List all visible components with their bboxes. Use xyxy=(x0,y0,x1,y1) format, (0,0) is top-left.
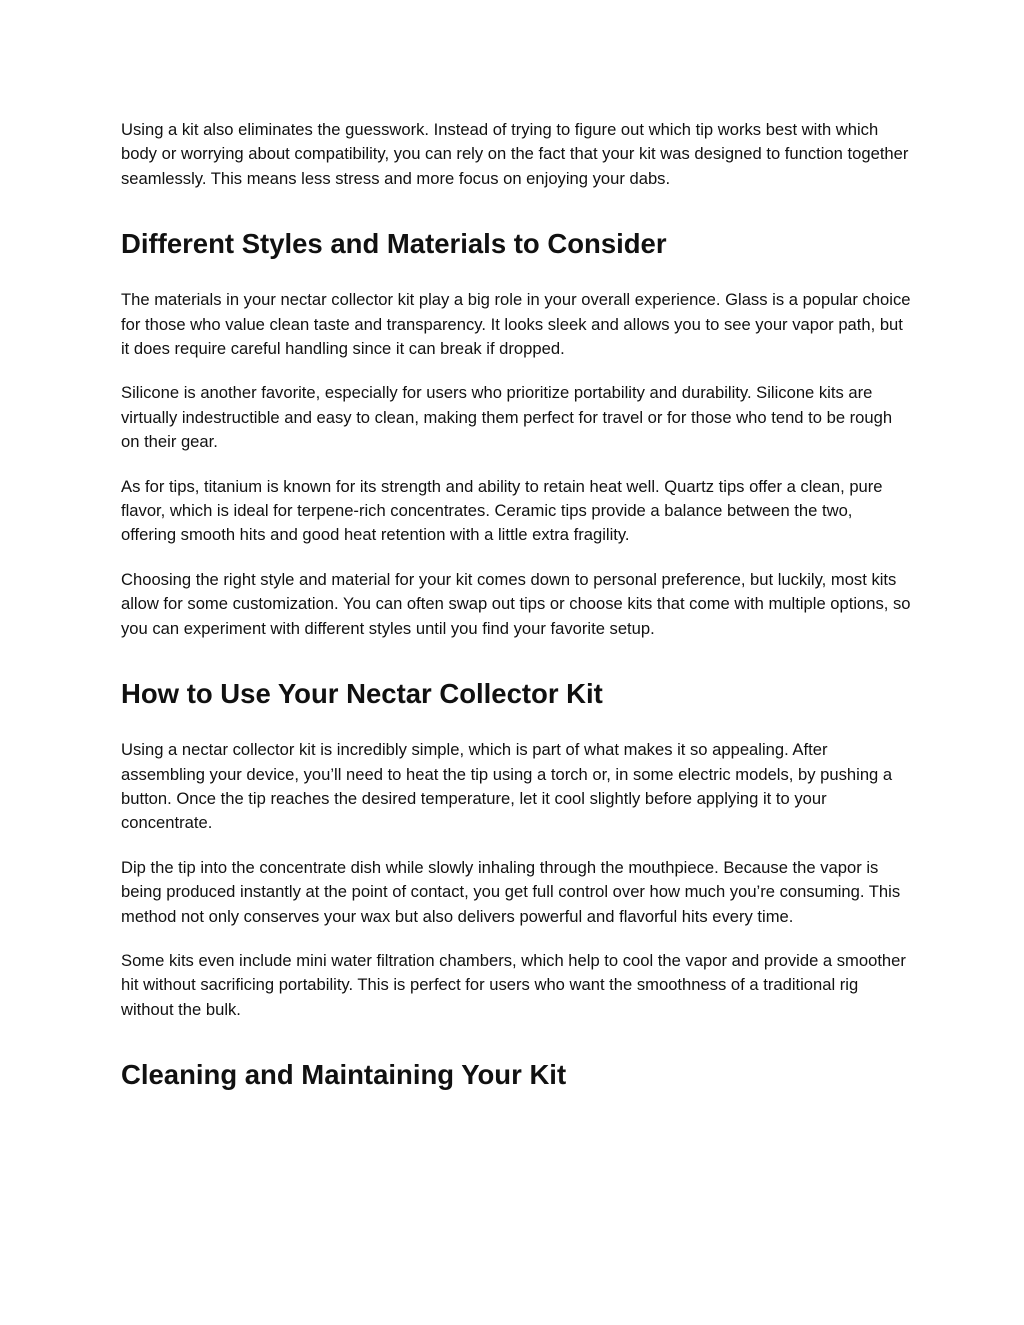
paragraph-choosing: Choosing the right style and material for your kit comes down to personal preference, but luckily, most kits allow for some customization. You can often swap out tips or choose kits that come with multiple options, so you can experiment with different styles until you find your favorite setup. xyxy=(121,569,911,638)
paragraph-tips: As for tips, titanium is known for its strength and ability to retain heat well. Quartz tips offer a clean, pure flavor, which is ideal for terpene-rich concentrates. Ceramic tips provide a balance between the two, offering smooth hits and good heat retention with a little extra fragility. xyxy=(121,476,883,545)
intro-paragraph: Using a kit also eliminates the guesswork. Instead of trying to figure out which tip works best with which body or worrying about compatibility, you can rely on the fact that your kit was designed to function together seamlessly. This means less stress and more focus on enjoying your dabs. xyxy=(121,120,909,188)
section-heading-how-to-use: How to Use Your Nectar Collector Kit xyxy=(121,678,603,710)
paragraph-dipping: Dip the tip into the concentrate dish while slowly inhaling through the mouthpiece. Because the vapor is being produced instantly at the point of contact, you get full control over how much you’re consuming. This method not only conserves your wax but also delivers powerful and flavorful hits every time. xyxy=(121,857,901,926)
section-heading-styles-materials: Different Styles and Materials to Consider xyxy=(121,228,667,260)
paragraph-heating: Using a nectar collector kit is incredibly simple, which is part of what makes it so appealing. After assembling your device, you’ll need to heat the tip using a torch or, in some electric models, by pushing a button. Once the tip reaches the desired temperature, let it cool slightly before applying it to your concentrate. xyxy=(121,740,893,833)
document-page xyxy=(121,118,911,1092)
paragraph-silicone: Silicone is another favorite, especially for users who prioritize portability and durability. Silicone kits are virtually indestructible and easy to clean, making them perfect for travel or for those who tend to be rough on their gear. xyxy=(121,383,893,452)
paragraph-glass: The materials in your nectar collector kit play a big role in your overall experience. Glass is a popular choice for those who value clean taste and transparency. It looks sleek and allows you to see your vapor path, but it does require careful handling since it can break if dropped. xyxy=(121,290,911,359)
paragraph-filtration: Some kits even include mini water filtration chambers, which help to cool the vapor and provide a smoother hit without sacrificing portability. This is perfect for users who want the smoothness of a traditional rig without the bulk. xyxy=(121,950,906,1019)
section-heading-cleaning: Cleaning and Maintaining Your Kit xyxy=(121,1059,567,1091)
